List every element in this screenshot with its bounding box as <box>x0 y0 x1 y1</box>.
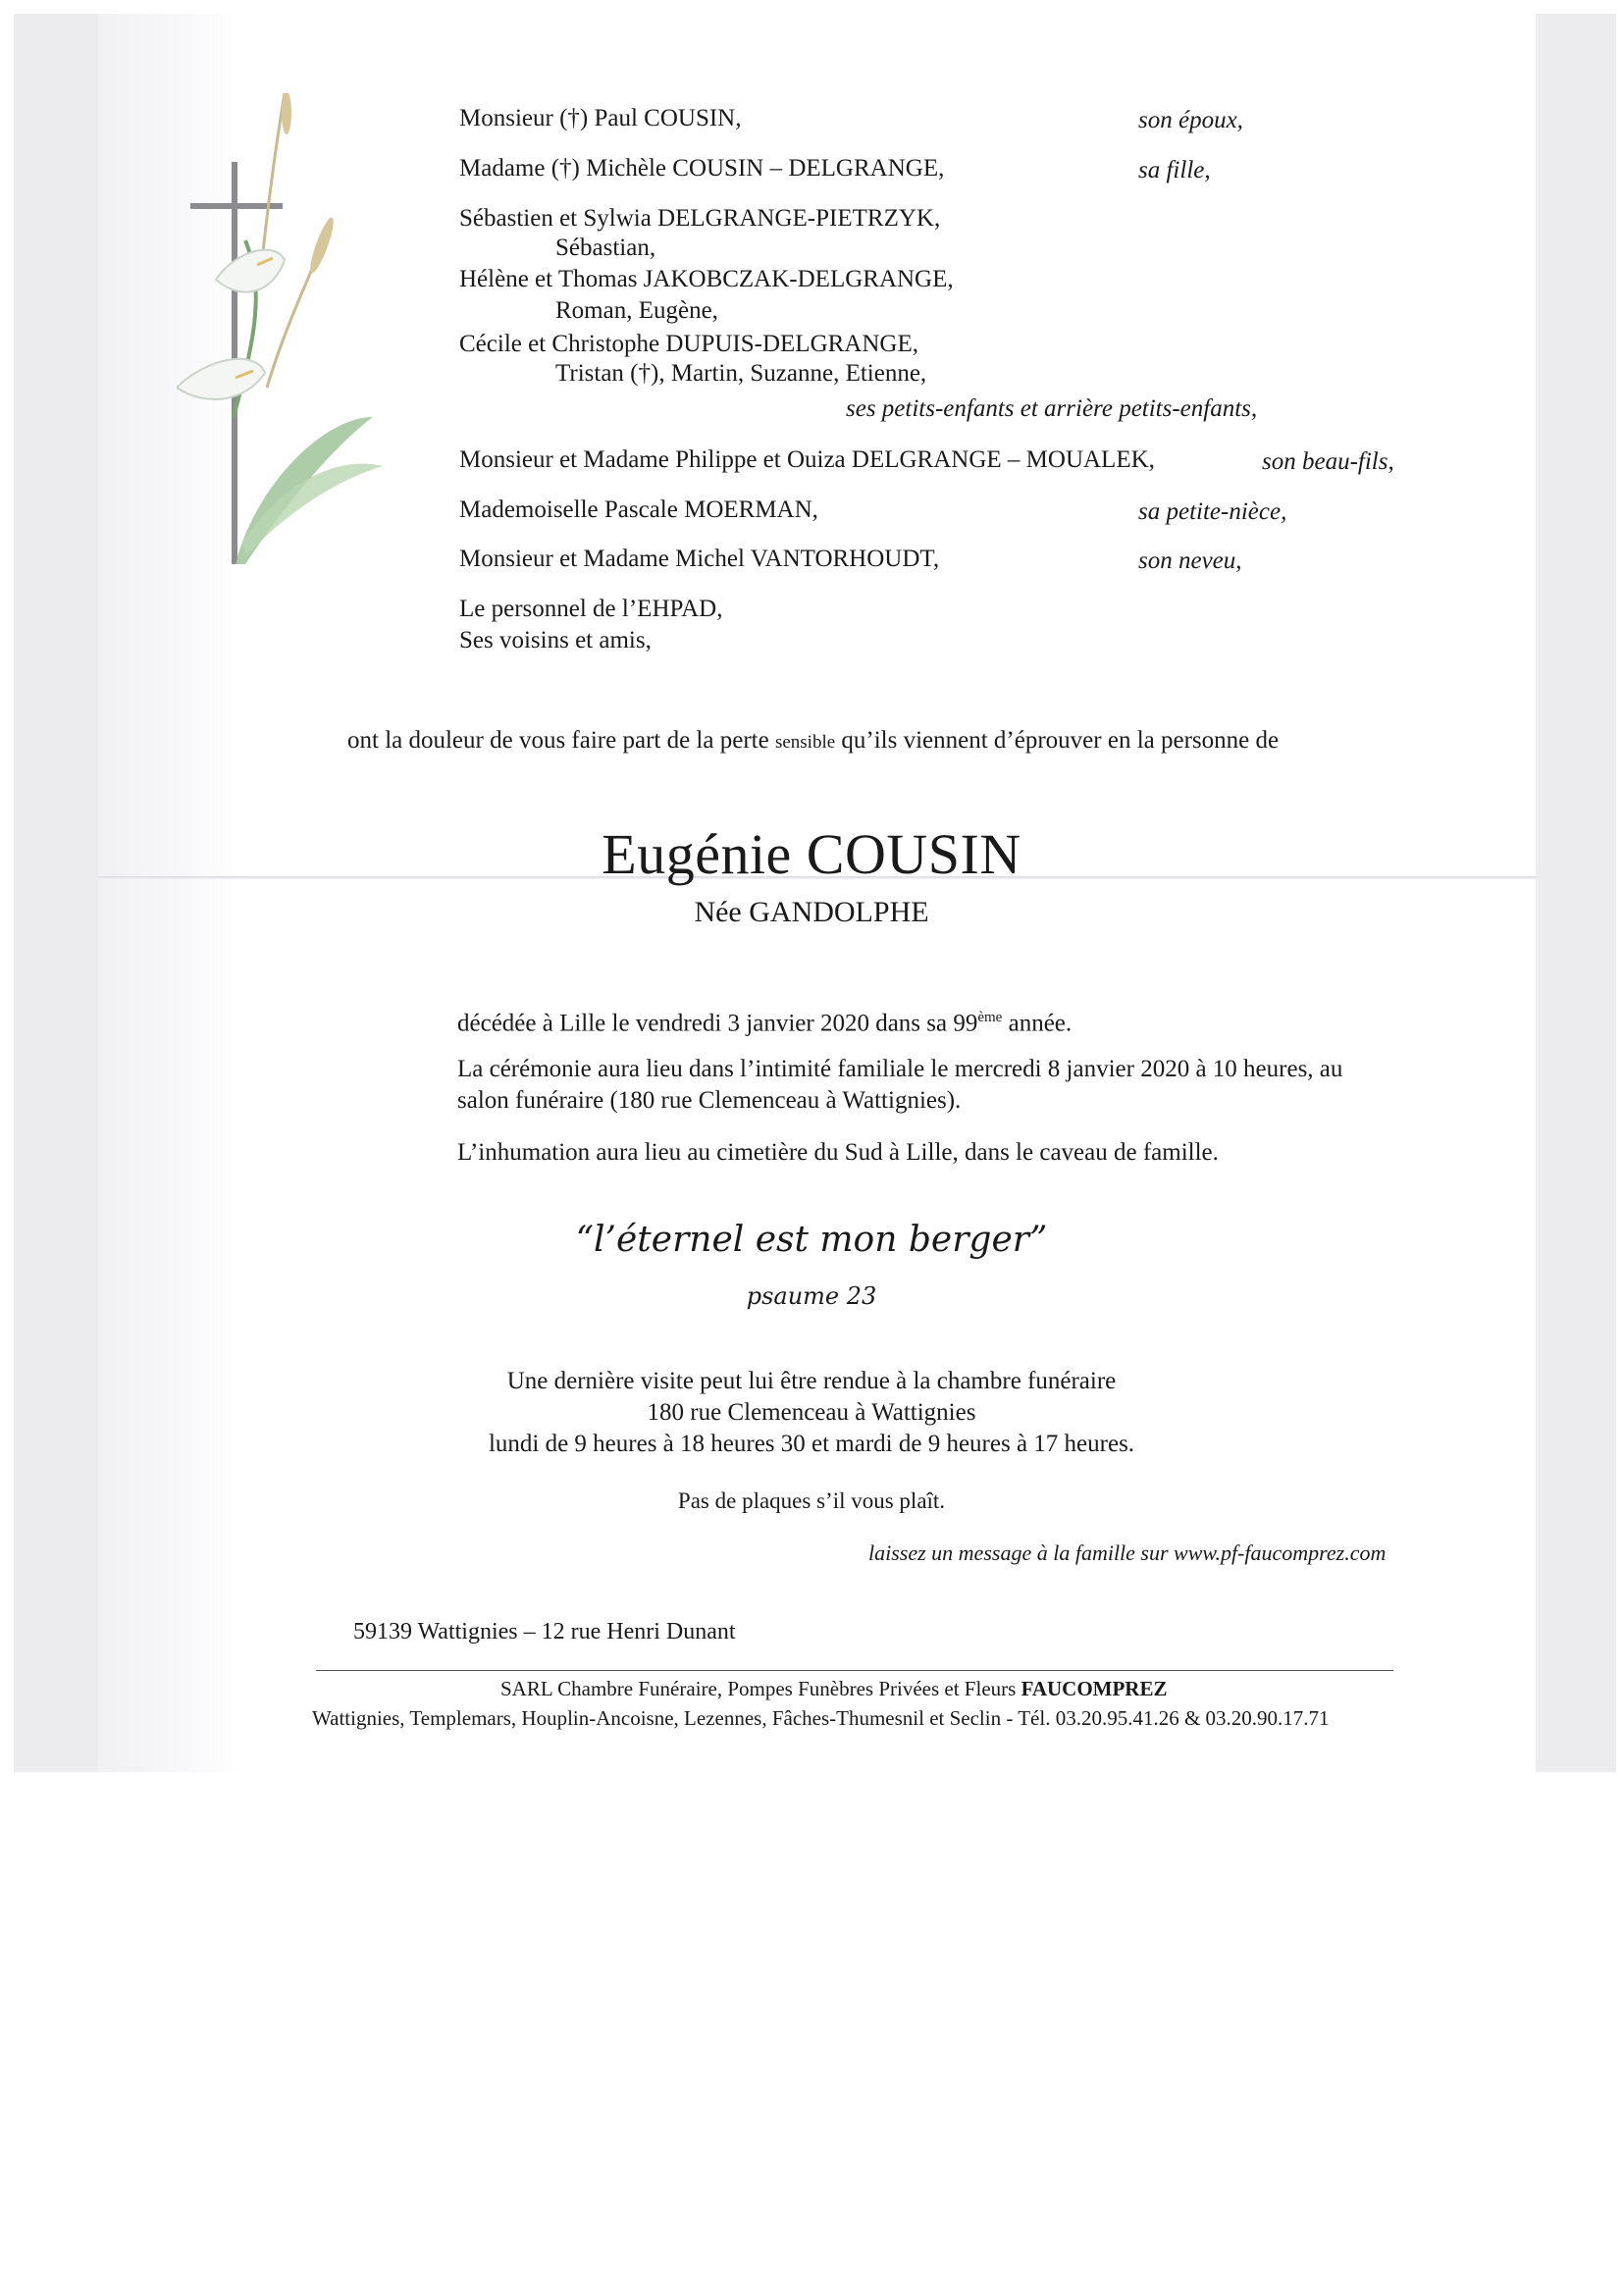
relative-grand-niece: Mademoiselle Pascale MOERMAN, <box>459 496 818 523</box>
grandchild-line-2-children: Roman, Eugène, <box>555 297 718 324</box>
grandchild-line-3-children: Tristan (†), Martin, Suzanne, Etienne, <box>555 360 927 387</box>
role-grand-niece: sa petite-nièce, <box>1138 498 1287 525</box>
psalm-quote: “l’éternel est mon berger” <box>575 1220 1048 1260</box>
role-husband: son époux, <box>1138 107 1243 133</box>
grandchild-line-1: Sébastien et Sylwia DELGRANGE-PIETRZYK, <box>459 205 941 232</box>
burial-details: L’inhumation aura lieu au cimetière du Sud à Lille, dans le caveau de famille. <box>457 1139 1219 1166</box>
footer-divider <box>316 1670 1393 1671</box>
family-member-husband: Monsieur (†) Paul COUSIN, <box>459 105 742 131</box>
death-before: décédée à Lille le vendredi 3 janvier 2020 dans sa 99 <box>457 1010 978 1037</box>
relative-nephew: Monsieur et Madame Michel VANTORHOUDT, <box>459 546 940 572</box>
announcement-text <box>347 726 1279 757</box>
announcement-after: qu’ils viennent d’éprouver en la personne de <box>835 727 1280 754</box>
family-member-daughter: Madame (†) Michèle COUSIN – DELGRANGE, <box>459 155 945 182</box>
visit-line-2: 180 rue Clemenceau à Wattignies <box>647 1399 976 1426</box>
cross-and-lily-icon <box>177 93 393 564</box>
online-message-link: laissez un message à la famille sur www.pf-faucomprez.com <box>868 1540 1387 1565</box>
role-grandchildren: ses petits-enfants et arrière petits-enfants, <box>846 395 1258 422</box>
role-son-in-law: son beau-fils, <box>1262 448 1394 475</box>
role-daughter: sa fille, <box>1138 157 1211 183</box>
death-details <box>457 1003 1072 1038</box>
grandchild-line-2: Hélène et Thomas JAKOBCZAK-DELGRANGE, <box>459 266 954 292</box>
footer-company-name: FAUCOMPREZ <box>1021 1677 1168 1700</box>
death-after: année. <box>1002 1010 1073 1037</box>
psalm-source: psaume 23 <box>746 1282 877 1310</box>
footer-company-prefix: SARL Chambre Funéraire, Pompes Funèbres Privées et Fleurs <box>500 1677 1021 1700</box>
deceased-name: Eugénie COUSIN <box>602 822 1021 886</box>
announcement-before: ont la douleur de vous faire part de la perte <box>347 727 775 754</box>
no-plaques-notice: Pas de plaques s’il vous plaît. <box>677 1488 946 1513</box>
deceased-birth-name: Née GANDOLPHE <box>694 896 929 928</box>
announcement-small: sensible <box>774 732 836 753</box>
relative-son-in-law: Monsieur et Madame Philippe et Ouiza DELGRANGE – MOUALEK, <box>459 446 1155 473</box>
footer-company <box>500 1676 1168 1701</box>
funeral-home-address: 59139 Wattignies – 12 rue Henri Dunant <box>353 1619 736 1644</box>
visit-line-1: Une dernière visite peut lui être rendue à la chambre funéraire <box>506 1368 1117 1394</box>
others-line-1: Le personnel de l’EHPAD, <box>459 596 723 622</box>
ceremony-line-2: salon funéraire (180 rue Clemenceau à Wattignies). <box>457 1087 962 1114</box>
footer-locations: Wattignies, Templemars, Houplin-Ancoisne, Lezennes, Fâches-Thumesnil et Seclin - Tél. 03.20.95.41.26 & 03.20.90.17.71 <box>312 1706 1330 1730</box>
ceremony-line-1: La cérémonie aura lieu dans l’intimité familiale le mercredi 8 janvier 2020 à 10 heures, au <box>457 1056 1343 1082</box>
others-line-2: Ses voisins et amis, <box>459 627 652 653</box>
death-superscript: ème <box>977 1010 1003 1025</box>
role-nephew: son neveu, <box>1138 548 1242 574</box>
grandchild-line-1-children: Sébastian, <box>555 235 656 261</box>
grandchild-line-3: Cécile et Christophe DUPUIS-DELGRANGE, <box>459 331 918 357</box>
visit-line-3: lundi de 9 heures à 18 heures 30 et mardi de 9 heures à 17 heures. <box>488 1431 1135 1457</box>
